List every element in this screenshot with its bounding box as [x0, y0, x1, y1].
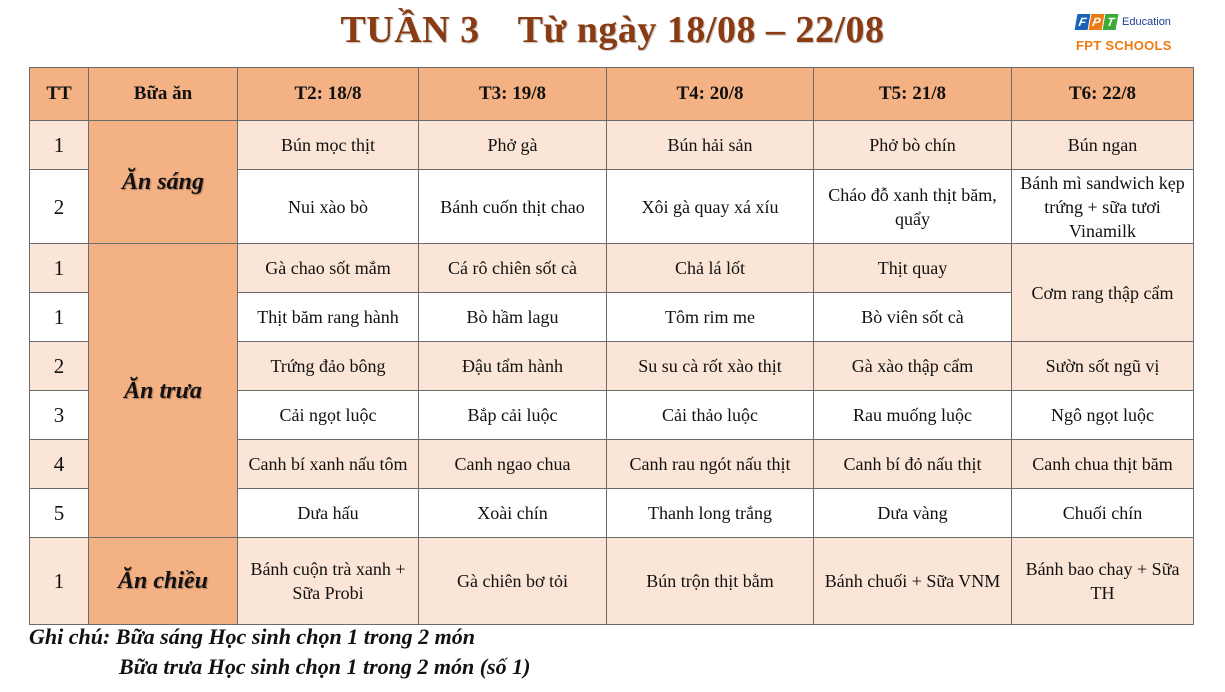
week-label: TUẦN 3 [340, 9, 480, 51]
menu-cell: Bánh cuốn thịt chao [419, 170, 607, 244]
menu-cell: Bánh mì sandwich kẹp trứng + sữa tươi Vinamilk [1012, 170, 1194, 244]
row-number: 5 [30, 489, 89, 538]
menu-cell: Bò hầm lagu [419, 293, 607, 342]
menu-cell: Thịt quay [814, 244, 1012, 293]
menu-cell-merged: Cơm rang thập cẩm [1012, 244, 1194, 342]
row-number: 1 [30, 244, 89, 293]
logo-letter-f: F [1075, 14, 1091, 30]
menu-cell: Bò viên sốt cà [814, 293, 1012, 342]
header-tt: TT [30, 68, 89, 121]
table-row [30, 121, 1194, 170]
menu-cell: Thanh long trắng [607, 489, 814, 538]
logo-letter-p: P [1089, 14, 1105, 30]
meal-label-snack: Ăn chiều [89, 538, 238, 625]
menu-cell: Rau muống luộc [814, 391, 1012, 440]
menu-cell: Canh chua thịt băm [1012, 440, 1194, 489]
menu-cell: Gà chao sốt mắm [238, 244, 419, 293]
menu-cell: Cháo đỗ xanh thịt băm, quẩy [814, 170, 1012, 244]
header-day-thu: T5: 21/8 [814, 68, 1012, 121]
menu-cell: Bún trộn thịt bằm [607, 538, 814, 625]
menu-cell: Phở bò chín [814, 121, 1012, 170]
menu-cell: Bún ngan [1012, 121, 1194, 170]
row-number: 1 [30, 121, 89, 170]
menu-cell: Bắp cải luộc [419, 391, 607, 440]
menu-cell: Canh bí đỏ nấu thịt [814, 440, 1012, 489]
menu-cell: Canh ngao chua [419, 440, 607, 489]
header-day-fri: T6: 22/8 [1012, 68, 1194, 121]
menu-cell: Thịt băm rang hành [238, 293, 419, 342]
menu-cell: Dưa hấu [238, 489, 419, 538]
menu-cell: Xoài chín [419, 489, 607, 538]
menu-cell: Bún mọc thịt [238, 121, 419, 170]
menu-cell: Dưa vàng [814, 489, 1012, 538]
fpt-logo-mark [1076, 14, 1117, 30]
header-meal: Bữa ăn [89, 68, 238, 121]
menu-table [29, 67, 1194, 625]
header-row [30, 68, 1194, 121]
menu-cell: Sườn sốt ngũ vị [1012, 342, 1194, 391]
table-row [30, 244, 1194, 293]
row-number: 1 [30, 538, 89, 625]
menu-cell: Gà chiên bơ tỏi [419, 538, 607, 625]
logo-education-text: Education [1122, 16, 1171, 28]
header-day-tue: T3: 19/8 [419, 68, 607, 121]
menu-cell: Canh rau ngót nấu thịt [607, 440, 814, 489]
meal-label-breakfast: Ăn sáng [89, 121, 238, 244]
meal-label-lunch: Ăn trưa [89, 244, 238, 538]
header-day-mon: T2: 18/8 [238, 68, 419, 121]
logo-letter-t: T [1103, 14, 1119, 30]
menu-cell: Cải ngọt luộc [238, 391, 419, 440]
menu-cell: Gà xào thập cẩm [814, 342, 1012, 391]
menu-cell: Ngô ngọt luộc [1012, 391, 1194, 440]
menu-cell: Bánh cuộn trà xanh + Sữa Probi [238, 538, 419, 625]
row-number: 2 [30, 342, 89, 391]
page-title [0, 8, 1225, 52]
footnote-line-1: Ghi chú: Bữa sáng Học sinh chọn 1 trong 2 món [29, 624, 475, 649]
menu-cell: Phở gà [419, 121, 607, 170]
menu-cell: Đậu tẩm hành [419, 342, 607, 391]
footnote [29, 622, 530, 682]
menu-cell: Nui xào bò [238, 170, 419, 244]
menu-cell: Chả lá lốt [607, 244, 814, 293]
row-number: 3 [30, 391, 89, 440]
menu-cell: Xôi gà quay xá xíu [607, 170, 814, 244]
menu-cell: Cá rô chiên sốt cà [419, 244, 607, 293]
table-row [30, 538, 1194, 625]
menu-cell: Canh bí xanh nấu tôm [238, 440, 419, 489]
menu-cell: Bánh chuối + Sữa VNM [814, 538, 1012, 625]
footnote-line-2: Bữa trưa Học sinh chọn 1 trong 2 món (số 1) [119, 654, 531, 679]
menu-cell: Cải thảo luộc [607, 391, 814, 440]
header-day-wed: T4: 20/8 [607, 68, 814, 121]
row-number: 4 [30, 440, 89, 489]
logo-schools-text: FPT SCHOOLS [1076, 38, 1172, 53]
menu-cell: Tôm rim me [607, 293, 814, 342]
menu-cell: Trứng đảo bông [238, 342, 419, 391]
row-number: 2 [30, 170, 89, 244]
menu-cell: Bún hải sản [607, 121, 814, 170]
row-number: 1 [30, 293, 89, 342]
menu-cell: Bánh bao chay + Sữa TH [1012, 538, 1194, 625]
menu-cell: Su su cà rốt xào thịt [607, 342, 814, 391]
fpt-logo [1076, 14, 1186, 53]
menu-cell: Chuối chín [1012, 489, 1194, 538]
date-range: Từ ngày 18/08 – 22/08 [517, 9, 885, 51]
